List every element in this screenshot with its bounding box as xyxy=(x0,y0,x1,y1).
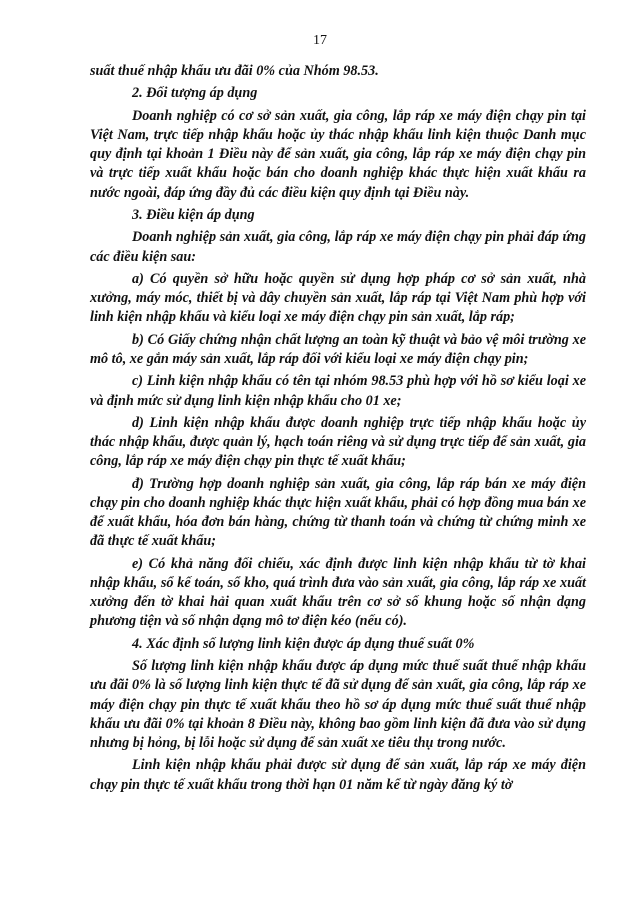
condition-item-d: d) Linh kiện nhập khẩu được doanh nghiệp trực tiếp nhập khẩu hoặc ủy thác nhập khẩu, được quản lý, hạch toán riêng và sử dụng trực tiếp để sản xuất, gia công, lắp ráp xe máy điện chạy pin thực tế xuất khẩu; xyxy=(90,414,586,470)
section-heading-doi-tuong: 2. Đối tượng áp dụng xyxy=(132,85,258,102)
section-heading-dieu-kien: 3. Điều kiện áp dụng xyxy=(132,206,255,223)
condition-item-a: a) Có quyền sở hữu hoặc quyền sử dụng hợp pháp cơ sở sản xuất, nhà xưởng, máy móc, thiết bị và dây chuyền sản xuất, lắp ráp tại Việt Nam phù hợp với linh kiện nhập khẩu và kiểu loại xe máy điện chạy pin sản xuất, lắp ráp; xyxy=(90,270,586,326)
document-body xyxy=(90,62,586,798)
paragraph: Linh kiện nhập khẩu phải được sử dụng để sản xuất, lắp ráp xe máy điện chạy pin thực tế xuất khẩu trong thời hạn 01 năm kể từ ngày đăng ký tờ xyxy=(90,757,586,793)
page-number: 17 xyxy=(313,33,327,48)
condition-item-dd: đ) Trường hợp doanh nghiệp sản xuất, gia công, lắp ráp bán xe máy điện chạy pin cho doanh nghiệp khác thực hiện xuất khẩu, phải có hợp đồng mua bán xe để xuất khẩu, hóa đơn bán hàng, chứng từ thanh toán và chứng từ chứng minh xe đã thực tế xuất khẩu; xyxy=(90,475,586,550)
paragraph: Số lượng linh kiện nhập khẩu được áp dụng mức thuế suất thuế nhập khẩu ưu đãi 0% là số lượng linh kiện thực tế đã sử dụng để sản xuất, gia công, lắp ráp xe máy điện chạy pin thực tế xuất khẩu theo hồ sơ áp dụng mức thuế suất thuế nhập khẩu ưu đãi 0% tại khoản 8 Điều này, không bao gồm linh kiện đã đưa vào sử dụng nhưng bị hỏng, bị lỗi hoặc sử dụng để sản xuất xe tiêu thụ trong nước. xyxy=(90,658,586,751)
condition-item-e: e) Có khả năng đối chiếu, xác định được linh kiện nhập khẩu từ tờ khai nhập khẩu, sổ kế toán, sổ kho, quá trình đưa vào sản xuất, gia công, lắp ráp xe xuất xưởng đến tờ khai hải quan xuất khẩu trên cơ sở số khung hoặc số nhận dạng phương tiện và số nhận dạng mô tơ điện kéo (nếu có). xyxy=(90,555,586,630)
paragraph: Doanh nghiệp có cơ sở sản xuất, gia công, lắp ráp xe máy điện chạy pin tại Việt Nam, trực tiếp nhập khẩu hoặc ủy thác nhập khẩu linh kiện thuộc Danh mục quy định tại khoản 1 Điều này để sản xuất, gia công, lắp ráp xe máy điện chạy pin và trực tiếp xuất khẩu hoặc bán cho doanh nghiệp khác thực hiện xuất khẩu ra nước ngoài, đáp ứng đầy đủ các điều kiện quy định tại Điều này. xyxy=(90,107,586,201)
continuation-paragraph: suất thuế nhập khẩu ưu đãi 0% của Nhóm 98.53. xyxy=(90,63,379,79)
section-heading-so-luong: 4. Xác định số lượng linh kiện được áp dụng thuế suất 0% xyxy=(132,635,475,652)
condition-item-c: c) Linh kiện nhập khẩu có tên tại nhóm 98.53 phù hợp với hồ sơ kiểu loại xe và định mức sử dụng linh kiện nhập khẩu cho 01 xe; xyxy=(90,373,586,409)
paragraph: Doanh nghiệp sản xuất, gia công, lắp ráp xe máy điện chạy pin phải đáp ứng các điều kiện sau: xyxy=(90,229,586,265)
condition-item-b: b) Có Giấy chứng nhận chất lượng an toàn kỹ thuật và bảo vệ môi trường xe mô tô, xe gắn máy sản xuất, lắp ráp đối với kiểu loại xe máy điện chạy pin; xyxy=(90,331,586,367)
